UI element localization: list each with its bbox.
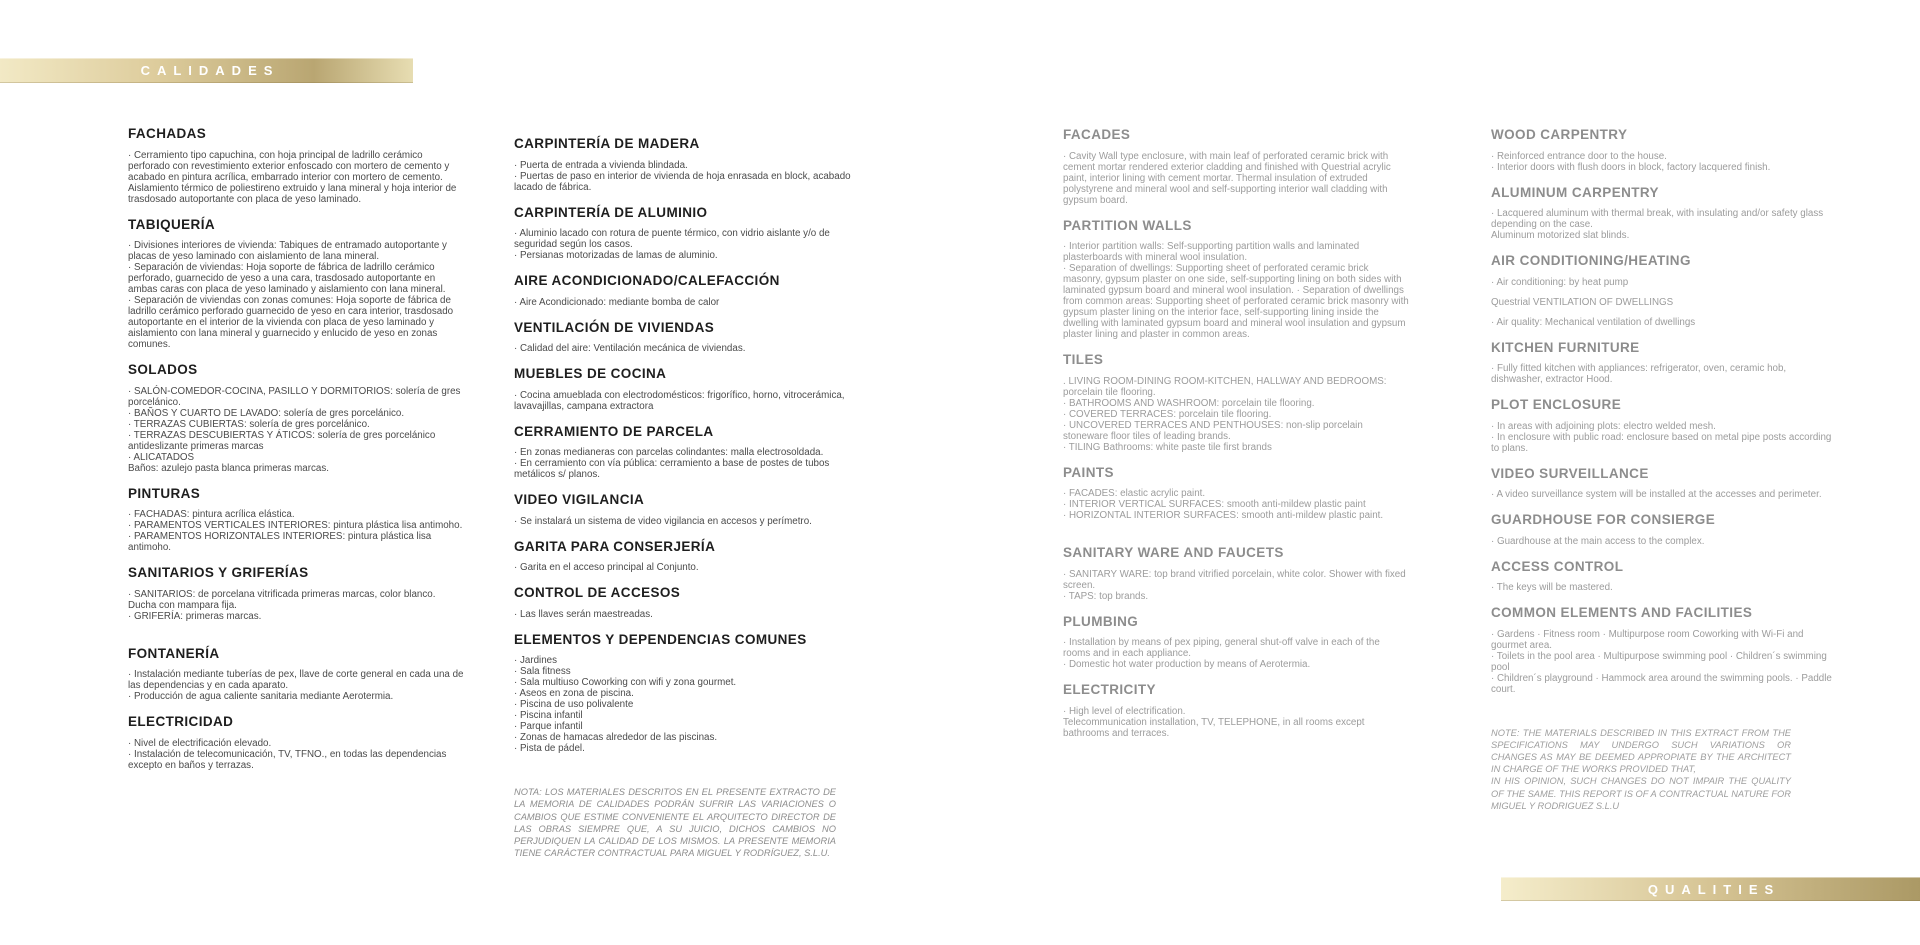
spec-section <box>1063 352 1409 453</box>
section-title: CARPINTERÍA DE ALUMINIO <box>514 204 708 220</box>
section-title: PAINTS <box>1063 464 1114 480</box>
spec-section <box>128 126 464 205</box>
section-paragraph: · Gardens · Fitness room · Multipurpose room Coworking with Wi-Fi and gourmet area. <box>1491 628 1804 651</box>
spec-section <box>1063 465 1409 522</box>
spec-section <box>1063 218 1409 341</box>
spec-section <box>128 217 464 351</box>
spec-section <box>1491 605 1837 695</box>
section-paragraph: . LIVING ROOM-DINING ROOM-KITCHEN, HALLWAY AND BEDROOMS: porcelain tile flooring. <box>1063 375 1387 398</box>
section-paragraph: · Aluminio lacado con rotura de puente térmico, con vidrio aislante y/o de seguridad según los casos. <box>514 228 830 251</box>
section-paragraph: · TERRAZAS CUBIERTAS: solería de gres porcelánico. <box>128 418 370 430</box>
section-title: TILES <box>1063 352 1104 368</box>
section-title: PLOT ENCLOSURE <box>1491 397 1622 413</box>
section-paragraph: · Calidad del aire: Ventilación mecánica de viviendas. <box>514 343 746 355</box>
section-paragraph: · SALÓN-COMEDOR-COCINA, PASILLO Y DORMITORIOS: solería de gres porcelánico. <box>128 385 461 408</box>
section-paragraph: · Producción de agua caliente sanitaria mediante Aerotermia. <box>128 691 394 703</box>
section-paragraph: · TAPS: top brands. <box>1063 590 1149 602</box>
section-paragraph: · GRIFERÍA: primeras marcas. <box>128 610 262 622</box>
section-title: CONTROL DE ACCESOS <box>514 585 681 601</box>
spec-section <box>514 273 852 308</box>
spec-section <box>514 424 852 481</box>
section-paragraph: · SANITARY WARE: top brand vitrified porcelain, white color. Shower with fixed screen. <box>1063 568 1406 591</box>
column-english-1 <box>1063 127 1409 739</box>
section-paragraph: Questrial VENTILATION OF DWELLINGS <box>1491 296 1674 308</box>
section-title: FONTANERÍA <box>128 645 220 661</box>
section-title: TABIQUERÍA <box>128 216 215 232</box>
spec-section <box>128 486 464 554</box>
section-title: VIDEO VIGILANCIA <box>514 492 645 508</box>
section-paragraph: · HORIZONTAL INTERIOR SURFACES: smooth anti-mildew plastic paint. <box>1063 510 1384 522</box>
section-paragraph: · Sala multiuso Coworking con wifi y zona gourmet. <box>514 677 737 689</box>
section-paragraph: · Air quality: Mechanical ventilation of dwellings <box>1491 316 1696 328</box>
section-title: PARTITION WALLS <box>1063 217 1192 233</box>
section-paragraph: · Instalación mediante tuberías de pex, llave de corte general en cada una de las dependencias y en cada aparato. <box>128 669 464 692</box>
section-paragraph: · COVERED TERRACES: porcelain tile flooring. <box>1063 408 1272 420</box>
section-paragraph: · Sala fitness <box>514 666 571 678</box>
section-paragraph: · Nivel de electrificación elevado. <box>128 737 272 749</box>
section-paragraph: · TILING Bathrooms: white paste tile first brands <box>1063 441 1272 453</box>
section-title: FACHADAS <box>128 126 207 141</box>
section-paragraph: · Fully fitted kitchen with appliances: refrigerator, oven, ceramic hob, dishwasher, extractor Hood. <box>1491 363 1787 386</box>
section-paragraph: · En cerramiento con vía pública: cerramiento a base de postes de tubos metálicos s/ planos. <box>514 458 830 481</box>
section-paragraph: · Se instalará un sistema de video vigilancia en accesos y perímetro. <box>514 515 812 527</box>
section-paragraph: · Aseos en zona de piscina. <box>514 688 634 700</box>
spec-section <box>1491 466 1837 501</box>
section-title: ACCESS CONTROL <box>1491 558 1624 574</box>
section-paragraph: · Piscina infantil <box>514 710 583 722</box>
section-paragraph: · SANITARIOS: de porcelana vitrificada primeras marcas, color blanco. Ducha con mampara fija. <box>128 588 436 611</box>
section-paragraph: · Air conditioning: by heat pump <box>1491 276 1629 288</box>
section-title: AIRE ACONDICIONADO/CALEFACCIÓN <box>514 273 780 289</box>
spec-section <box>1491 340 1837 386</box>
section-paragraph: · En zonas medianeras con parcelas colindantes: malla electrosoldada. <box>514 447 824 459</box>
spec-section <box>514 366 852 412</box>
section-title: KITCHEN FURNITURE <box>1491 339 1640 355</box>
column-spanish-2 <box>514 136 852 859</box>
column-spanish-1 <box>128 126 464 771</box>
section-paragraph: · BATHROOMS AND WASHROOM: porcelain tile flooring. <box>1063 397 1315 409</box>
qualities-footer-bar <box>1501 877 1920 901</box>
section-paragraph: · Reinforced entrance door to the house. <box>1491 150 1667 162</box>
section-paragraph: · In enclosure with public road: enclosure based on metal pipe posts according to plans. <box>1491 431 1832 454</box>
section-paragraph: Aluminum motorized slat blinds. <box>1491 230 1630 242</box>
spec-section <box>514 492 852 527</box>
section-paragraph: · BAÑOS Y CUARTO DE LAVADO: solería de gres porcelánico. <box>128 407 405 419</box>
section-paragraph: · PARAMENTOS VERTICALES INTERIORES: pintura plástica lisa antimoho. <box>128 520 463 532</box>
section-paragraph: · Jardines <box>514 655 558 667</box>
section-title: CERRAMIENTO DE PARCELA <box>514 423 714 439</box>
spec-section <box>514 320 852 355</box>
section-paragraph: · The keys will be mastered. <box>1491 582 1613 594</box>
section-paragraph: · Interior doors with flush doors in block, factory lacquered finish. <box>1491 161 1771 173</box>
section-title: GUARDHOUSE FOR CONSIERGE <box>1491 512 1716 528</box>
section-paragraph: · High level of electrification. <box>1063 705 1186 717</box>
spec-section <box>128 565 464 622</box>
section-paragraph: · Separation of dwellings: Supporting sheet of perforated ceramic brick masonry, gypsum plaster on one side, self-supporting lining on both sides with laminated gypsum board and mineral wool insulation. · Separation of dwellings from common areas: Supporting sheet of perforated ceramic brick masonry with gypsum plaster lining on the interior face, self-supporting lining inside the dwelling with laminated gypsum board and mineral wool insulation and gypsum plaster lining and plaster in common areas. <box>1063 263 1409 341</box>
section-title: SANITARIOS Y GRIFERÍAS <box>128 565 309 581</box>
section-paragraph: · Puertas de paso en interior de vivienda de hoja enrasada en block, acabado lacado de fábrica. <box>514 170 851 193</box>
section-paragraph: · Garita en el acceso principal al Conjunto. <box>514 562 699 574</box>
legal-note-paragraph: NOTE: THE MATERIALS DESCRIBED IN THIS EXTRACT FROM THE SPECIFICATIONS MAY UNDERGO SUCH VARIATIONS OR CHANGES AS MAY BE DEEMED APPROPIATE BY THE ARCHITECT IN CHARGE OF THE WORKS PROVIDED THAT, <box>1491 727 1791 775</box>
section-paragraph: · Instalación de telecomunicación, TV, TFNO., en todas las dependencias excepto en baños y terrazas. <box>128 748 447 771</box>
section-title: COMMON ELEMENTS AND FACILITIES <box>1491 605 1753 621</box>
spec-section <box>514 585 852 620</box>
section-paragraph: · Las llaves serán maestreadas. <box>514 608 653 620</box>
section-title: CARPINTERÍA DE MADERA <box>514 136 700 151</box>
section-paragraph: · Divisiones interiores de vivienda: Tabiques de entramado autoportante y placas de yeso laminado con aislamiento de lana mineral. <box>128 240 447 263</box>
section-title: SANITARY WARE AND FAUCETS <box>1063 545 1284 561</box>
spec-section <box>514 539 852 574</box>
section-paragraph: Baños: azulejo pasta blanca primeras marcas. <box>128 462 329 474</box>
section-title: AIR CONDITIONING/HEATING <box>1491 253 1691 269</box>
spec-section <box>514 205 852 262</box>
section-paragraph: · FACHADAS: pintura acrílica elástica. <box>128 509 295 521</box>
section-paragraph: · Cavity Wall type enclosure, with main leaf of perforated ceramic brick with cement mortar rendered exterior cladding and finished with Questrial acrylic paint, interior lining with cement mortar. Thermal insulation of extruded polystyrene and mineral wool and self-supporting interior wall cladding with gypsum board. <box>1063 150 1391 206</box>
section-paragraph: · Toilets in the pool area · Multipurpose swimming pool · Children´s swimming pool <box>1491 650 1827 673</box>
section-title: SOLADOS <box>128 362 198 378</box>
spec-section <box>1491 512 1837 547</box>
section-paragraph: · TERRAZAS DESCUBIERTAS Y ÁTICOS: solería de gres porcelánico antideslizante primeras marcas <box>128 429 436 452</box>
spec-section <box>1491 253 1837 328</box>
section-paragraph: · In areas with adjoining plots: electro welded mesh. <box>1491 420 1716 432</box>
column-english-2 <box>1491 127 1837 812</box>
section-paragraph: · UNCOVERED TERRACES AND PENTHOUSES: non-slip porcelain stoneware floor tiles of leading brands. <box>1063 419 1363 442</box>
section-paragraph: · PARAMENTOS HORIZONTALES INTERIORES: pintura plástica lisa antimoho. <box>128 531 432 554</box>
section-paragraph: · Zonas de hamacas alrededor de las piscinas. <box>514 732 718 744</box>
section-paragraph: · Parque infantil <box>514 721 583 733</box>
spec-section <box>128 362 464 474</box>
section-paragraph: · Installation by means of pex piping, general shut-off valve in each of the rooms and in each appliance. <box>1063 637 1380 660</box>
section-paragraph: · ALICATADOS <box>128 451 195 463</box>
legal-note-paragraph: IN HIS OPINION, SUCH CHANGES DO NOT IMPAIR THE QUALITY OF THE SAME. THIS REPORT IS OF A CONTRACTUAL NATURE FOR MIGUEL Y RODRIGUEZ S.L.U <box>1491 776 1791 811</box>
section-title: MUEBLES DE COCINA <box>514 366 667 382</box>
section-paragraph: · Aire Acondicionado: mediante bomba de calor <box>514 296 720 308</box>
section-title: VENTILACIÓN DE VIVIENDAS <box>514 319 715 335</box>
qualities-footer-label: QUALITIES <box>1647 881 1781 897</box>
section-title: WOOD CARPENTRY <box>1491 127 1628 142</box>
section-paragraph: · Cocina amueblada con electrodomésticos: frigorífico, horno, vitrocerámica, lavavajillas, campana extractora <box>514 389 845 412</box>
spec-section <box>1063 614 1409 671</box>
section-title: PINTURAS <box>128 485 201 501</box>
section-paragraph: · Domestic hot water production by means of Aerotermia. <box>1063 659 1311 671</box>
section-paragraph: · Separación de viviendas: Hoja soporte de fábrica de ladrillo cerámico perforado, guarnecido de yeso a una cara, trasdosado autoportante en ambas caras con placa de yeso laminado y aislamiento con lana mineral. <box>128 262 446 296</box>
section-paragraph: · INTERIOR VERTICAL SURFACES: smooth anti-mildew plastic paint <box>1063 499 1366 511</box>
spec-section <box>514 632 852 755</box>
section-title: FACADES <box>1063 127 1131 142</box>
section-paragraph: · A video surveillance system will be installed at the accesses and perimeter. <box>1491 489 1822 501</box>
spec-section <box>128 714 464 771</box>
spec-section <box>1063 545 1409 602</box>
section-paragraph: · Pista de pádel. <box>514 743 585 755</box>
section-paragraph: · Interior partition walls: Self-supporting partition walls and laminated plasterboards with mineral wool insulation. <box>1063 241 1360 264</box>
section-paragraph: · Cerramiento tipo capuchina, con hoja principal de ladrillo cerámico perforado con revestimiento exterior enfoscado con mortero de cemento y acabado en pintura acrílica, embarrado interior con mortero de cemento. Aislamiento térmico de poliestireno extruido y lana mineral y hoja interior de trasdosado autoportante con placa de yeso laminado. <box>128 149 457 205</box>
section-title: ELECTRICITY <box>1063 682 1156 698</box>
section-paragraph: · Lacquered aluminum with thermal break, with insulating and/or safety glass depending on the case. <box>1491 208 1824 231</box>
legal-note-paragraph: NOTA: LOS MATERIALES DESCRITOS EN EL PRESENTE EXTRACTO DE LA MEMORIA DE CALIDADES PODRÁN SUFRIR LAS VARIACIONES O CAMBIOS QUE ESTIME CONVENIENTE EL ARQUITECTO DIRECTOR DE LAS OBRAS SIEMPRE QUE, A SU JUICIO, DICHOS CAMBIOS NO PERJUDIQUEN LA CALIDAD DE LOS MISMOS. LA PRESENTE MEMORIA TIENE CARÁCTER CONTRACTUAL PARA MIGUEL Y RODRÍGUEZ, S.L.U. <box>514 787 836 859</box>
section-paragraph: · Puerta de entrada a vivienda blindada. <box>514 159 688 171</box>
spec-section <box>1491 185 1837 242</box>
section-paragraph: · Separación de viviendas con zonas comunes: Hoja soporte de fábrica de ladrillo cerámico perforado guarnecido de yeso en cara interior, trasdosado autoportante en el interior de la vivienda con placa de yeso laminado y aislamiento con lana mineral y guarnecido y enlucido de yeso en zonas comunes. <box>128 295 454 351</box>
calidades-header-bar <box>0 58 413 83</box>
section-paragraph: · Children´s playground · Hammock area around the swimming pools. · Paddle court. <box>1491 672 1832 695</box>
calidades-header-label: CALIDADES <box>140 63 280 78</box>
spec-section <box>1063 127 1409 206</box>
section-title: GARITA PARA CONSERJERÍA <box>514 538 716 554</box>
section-paragraph: Telecommunication installation, TV, TELEPHONE, in all rooms except bathrooms and terraces. <box>1063 716 1365 739</box>
section-title: ELECTRICIDAD <box>128 714 234 730</box>
section-paragraph: · FACADES: elastic acrylic paint. <box>1063 488 1206 500</box>
section-paragraph: · Persianas motorizadas de lamas de aluminio. <box>514 250 718 262</box>
section-paragraph: · Guardhouse at the main access to the complex. <box>1491 535 1705 547</box>
spec-section <box>1491 127 1837 173</box>
spec-section <box>1063 682 1409 739</box>
spec-section <box>1491 397 1837 454</box>
section-title: VIDEO SURVEILLANCE <box>1491 465 1649 481</box>
section-title: ELEMENTOS Y DEPENDENCIAS COMUNES <box>514 631 807 647</box>
spec-section <box>1491 559 1837 594</box>
spec-section <box>514 136 852 193</box>
section-paragraph: · Piscina de uso polivalente <box>514 699 634 711</box>
section-title: ALUMINUM CARPENTRY <box>1491 184 1659 200</box>
spec-section <box>128 646 464 703</box>
section-title: PLUMBING <box>1063 613 1139 629</box>
